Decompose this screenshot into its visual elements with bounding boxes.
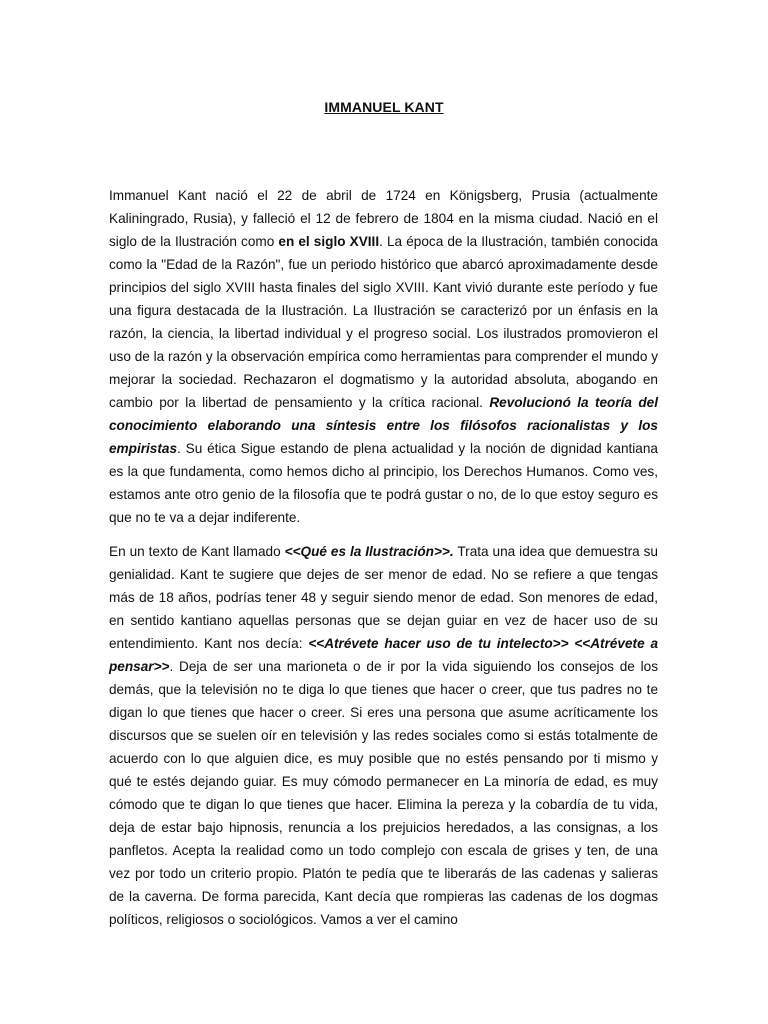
paragraph-2-text-c: . Deja de ser una marioneta o de ir por la vida siguiendo los consejos de los demás, que la televisión no te diga lo que tienes que hacer o creer, que tus padres no te digan lo que tienes que hacer o creer. Si eres una persona que asume acríticamente los discursos que se suelen oír en televisión y las redes sociales como si estás totalmente de acuerdo con lo que alguien dice, es muy posible que no estés pensando por ti mismo y qué te estés dejando guiar. Es muy cómodo permanecer en La minoría de edad, es muy cómodo que te digan lo que tienes que hacer. Elimina la pereza y la cobardía de tu vida, deja de estar bajo hipnosis, renuncia a los prejuicios heredados, a las consignas, a los panfletos. Acepta la realidad como un todo complejo con escala de grises y ten, de una vez por todo un criterio propio. Platón te pedía que te liberarás de las cadenas y salieras de la caverna. De forma parecida, Kant decía que rompieras las cadenas de los dogmas políticos, religiosos o sociológicos. Vamos a ver el camino bbox=[109, 659, 658, 927]
paragraph-2-text-a: En un texto de Kant llamado bbox=[109, 544, 285, 559]
paragraph-1-text-c: . Su ética Sigue estando de plena actualidad y la noción de dignidad kantiana es la que fundamenta, como hemos dicho al principio, los Derechos Humanos. Como ves, estamos ante otro genio de la filosofía que te podrá gustar o no, de lo que estoy seguro es que no te va a dejar indiferente. bbox=[109, 441, 658, 525]
document-title: IMMANUEL KANT bbox=[324, 99, 444, 115]
paragraph-2 bbox=[109, 540, 658, 931]
paragraph-1-text-a: Immanuel Kant nació el 22 de abril de 1724 en Königsberg, Prusia (actualmente Kaliningrado, Rusia), y falleció el 12 de febrero de 1804 en la misma ciudad. Nació en el siglo de la Ilustración como bbox=[109, 188, 658, 249]
paragraph-2-text-b: Trata una idea que demuestra su genialidad. Kant te sugiere que dejes de ser menor de edad. No se refiere a que tengas más de 18 años, podrías tener 48 y seguir siendo menor de edad. Son menores de edad, en sentido kantiano aquellas personas que se dejan guiar en vez de hacer uso de su entendimiento. Kant nos decía: bbox=[109, 544, 658, 651]
paragraph-1-text-b: . La época de la Ilustración, también conocida como la "Edad de la Razón", fue un periodo histórico que abarcó aproximadamente desde principios del siglo XVIII hasta finales del siglo XVIII. Kant vivió durante este período y fue una figura destacada de la Ilustración. La Ilustración se caracterizó por un énfasis en la razón, la ciencia, la libertad individual y el progreso social. Los ilustrados promovieron el uso de la razón y la observación empírica como herramientas para comprender el mundo y mejorar la sociedad. Rechazaron el dogmatismo y la autoridad absoluta, abogando en cambio por la libertad de pensamiento y la crítica racional. bbox=[109, 234, 658, 410]
paragraph-1-bold-century: en el siglo XVIII bbox=[278, 234, 380, 249]
paragraph-2-emphasis-essay-title: <<Qué es la Ilustración>>. bbox=[284, 544, 454, 559]
paragraph-1 bbox=[109, 184, 658, 529]
paragraph-2-emphasis-sapere-aude: <<Atrévete hacer uso de tu intelecto>> <<Atrévete a pensar>> bbox=[109, 636, 658, 674]
document-body bbox=[109, 184, 658, 942]
paragraph-1-emphasis-synthesis: Revolucionó la teoría del conocimiento elaborando una síntesis entre los filósofos racionalistas y los empiristas bbox=[109, 395, 658, 456]
